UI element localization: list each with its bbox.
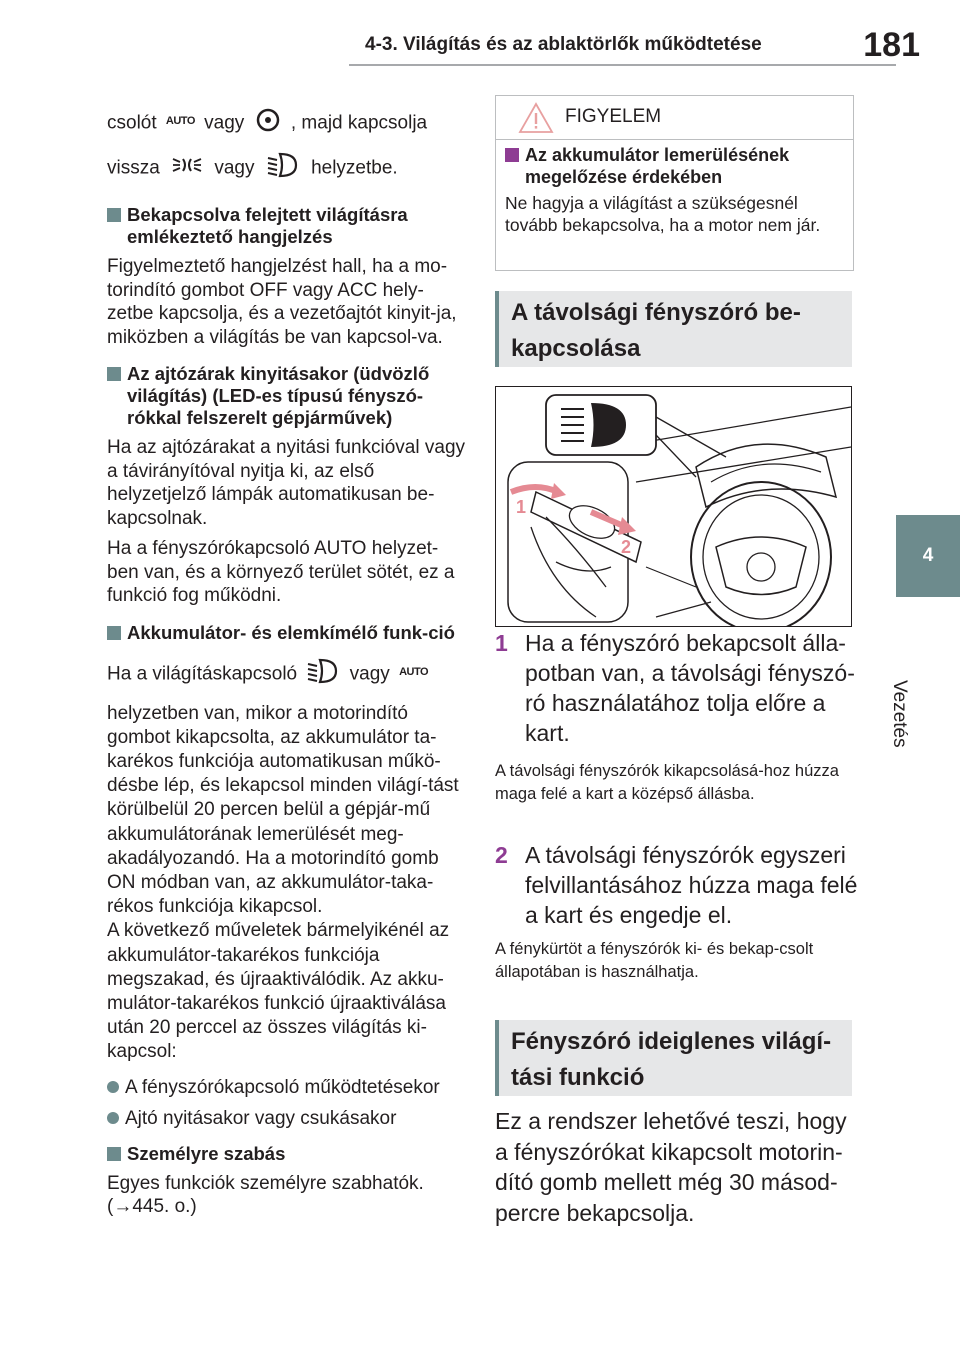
parking-light-icon — [171, 153, 203, 184]
intro-line-2: vissza vagy helyzetbe. — [107, 150, 467, 190]
figure-label-1: 1 — [516, 497, 527, 517]
low-beam-icon — [306, 656, 340, 693]
section-heading-temp-lighting — [495, 1020, 852, 1096]
step-text: A távolsági fényszórók egyszeri felvillantásához húzza maga felé a kart és engedje el. — [525, 842, 858, 928]
section-accent-bar — [495, 291, 499, 367]
page-number: 181 — [863, 26, 920, 64]
chapter-tab[interactable]: 4 — [896, 515, 960, 597]
bullet-list — [107, 1076, 467, 1131]
headlight-off-icon — [256, 108, 280, 139]
step-number: 2 — [495, 842, 508, 868]
caution-title: FIGYELEM — [565, 106, 662, 127]
step-text: Ha a fényszóró bekapcsolt álla-potban van, a távolsági fényszó-ró használatához tolja előre a kart. — [525, 630, 855, 746]
customization-page-link[interactable]: (→445. o.) — [107, 1196, 197, 1218]
bullet-marker — [107, 1112, 119, 1124]
section-battery-saver — [107, 622, 467, 1065]
square-marker — [107, 626, 121, 640]
welcome-text-1: Ha az ajtózárakat a nyitási funkcióval vagy a távirányítóval nyitja ki, az első helyzetjelző lámpák automatikusan be-kapcsolnak. — [107, 437, 466, 529]
bullet-marker — [107, 1081, 119, 1093]
square-marker — [107, 1147, 121, 1161]
section-heading-high-beam — [495, 291, 852, 367]
steering-lever-drawing — [496, 387, 851, 626]
temp-lighting-text: Ez a rendszer lehetővé teszi, hogy a fényszórókat kikapcsolt motorin-dító gomb mellett még 30 másod-percre bekapcsolja. — [495, 1108, 847, 1226]
battery-text-2: A következő műveletek bármelyikénél az akkumulátor-takarékos funkciója megszakad, és újraaktiválódik. Az akku-mulátor-takarékos funkció újraaktiválása után 20 perccel az összes világítás ki-kapcsol: — [107, 920, 450, 1063]
reminder-text: Figyelmeztető hangjelzést hall, ha a mo-torindító gombot OFF vagy ACC hely-zetbe kapcsolja, és a vezetőajtót kinyit-ja, miközben a világítás be van kapcsol-va. — [107, 256, 457, 348]
battery-heading: Akkumulátor- és elemkímélő funk-ció — [107, 622, 467, 644]
auto-icon: AUTO — [399, 665, 429, 678]
lever-illustration — [495, 386, 852, 627]
customization-heading: Személyre szabás — [107, 1143, 467, 1165]
figure-label-2: 2 — [621, 537, 632, 557]
list-item: A fényszórókapcsoló működtetésekor — [107, 1076, 467, 1100]
chapter-title: 4-3. Világítás és az ablaktörlők működtetése — [365, 34, 762, 55]
chapter-side-label — [889, 600, 942, 748]
left-column — [107, 108, 467, 1219]
square-marker — [107, 208, 121, 222]
caution-subheading: Az akkumulátor lemerülésének megelőzése érdekében — [505, 144, 855, 188]
caution-text: Ne hagyja a világítást a szükségesnél tovább bekapcsolva, ha a motor nem jár. — [505, 193, 821, 235]
warning-triangle-icon — [518, 102, 554, 134]
note-high-beam-off: A távolsági fényszórók kikapcsolásá-hoz húzza maga felé a kart a középső állásba. — [495, 762, 839, 803]
section-title: Fényszóró ideiglenes világí- tási funkció — [511, 1028, 832, 1091]
list-item: Ajtó nyitásakor vagy csukásakor — [107, 1107, 467, 1131]
step-number: 1 — [495, 630, 508, 656]
caution-box — [495, 95, 854, 271]
battery-text: helyzetben van, mikor a motorindító gombot kikapcsolta, az akkumulátor ta-karékos funkciója automatikusan műkö-désbe lép, és lekapcsol minden világí-tást körülbelül 20 percen belül a gépjár-mű akkumulátorának lemerülését meg-akadályozandó. Ha a motorindító gomb ON módban van, az akkumulátor-taka-rékos funkciója kikapcsol. — [107, 702, 459, 918]
square-marker — [505, 148, 519, 162]
reminder-heading: Bekapcsolva felejtett világításra emlékeztető hangjelzés — [107, 204, 467, 248]
welcome-text-2: Ha a fényszórókapcsoló AUTO helyzet-ben van, és a környező terület sötét, ez a funkció fog működni. — [107, 538, 455, 606]
section-accent-bar — [495, 1020, 499, 1096]
battery-line-1: Ha a világításkapcsoló vagy AUTO — [107, 656, 467, 692]
low-beam-icon — [266, 150, 300, 187]
chapter-side-label-text: Vezetés — [889, 680, 910, 748]
customization-text: Egyes funkciók személyre szabhatók. — [107, 1172, 424, 1194]
section-customization — [107, 1143, 467, 1219]
section-title: A távolsági fényszóró be- kapcsolása — [511, 299, 801, 362]
square-marker — [107, 367, 121, 381]
note-flash: A fénykürtöt a fényszórók ki- és bekap-csolt állapotában is használhatja. — [495, 940, 814, 981]
intro-line-1: csolót AUTO vagy , majd kapcsolja — [107, 108, 467, 144]
section-reminder — [107, 204, 467, 349]
caution-divider — [496, 139, 853, 140]
auto-icon: AUTO — [165, 115, 195, 128]
welcome-heading: Az ajtózárak kinyitásakor (üdvözlő világítás) (LED-es típusú fényszó-rókkal felszerelt gépjárművek) — [107, 363, 467, 429]
section-welcome-light — [107, 363, 467, 608]
